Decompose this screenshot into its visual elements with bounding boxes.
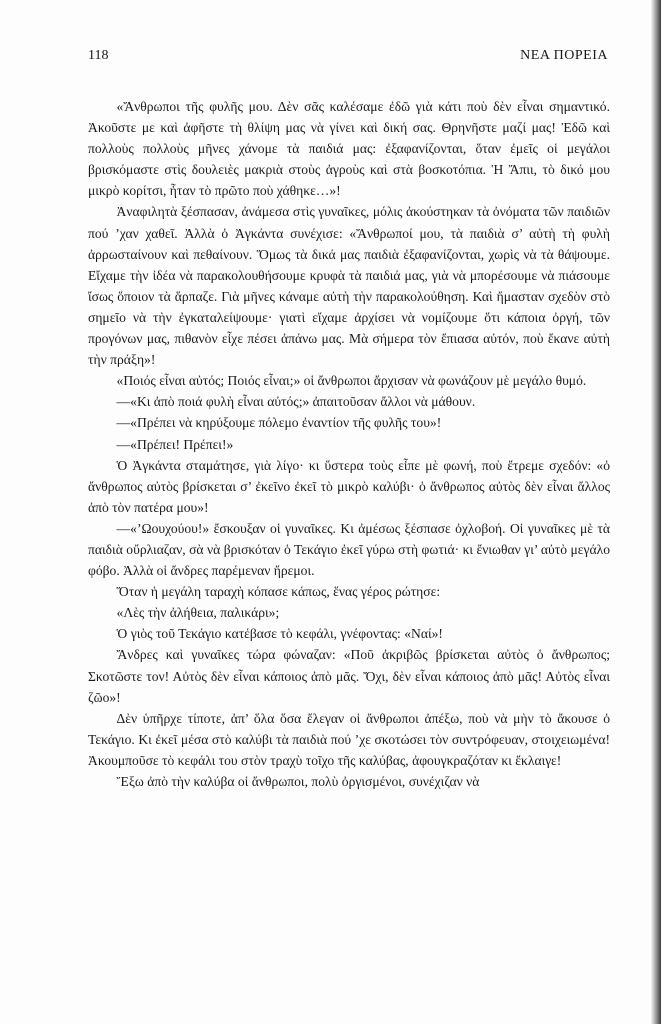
paragraph: Ἔξω ἀπὸ τὴν καλύβα οἱ ἄνθρωποι, πολὺ ὀργισμένοι, συνέχιζαν νὰ (116, 774, 480, 789)
paragraph: Ἀναφιλητὰ ξέσπασαν, ἀνάμεσα στὶς γυναῖκες, μόλις ἀκούστηκαν τὰ ὀνόματα τῶν παιδιῶν πού ’χαν χαθεῖ. Ἀλλὰ ὁ Ἀγκάντα συνέχισε: «Ἄνθρωποί μου, τὰ παιδιὰ σ’ αὐτὴ τὴ φυλὴ ἀρρωσταίνουν καὶ πεθαίνουν. Ὅμως τὰ δικά μας παιδιὰ ἐξαφανίζονται, χωρὶς νὰ τὰ θάψουμε. Εἴχαμε τὴν ἰδέα νὰ παρακολουθήσουμε κρυφὰ τὰ παιδιά μας, γιὰ νὰ μπορέσουμε νὰ πιάσουμε ἴσως ὅποιον τὰ ἅρπαζε. Γιὰ μῆνες κάναμε αὐτὴ τὴν παρακολούθηση. Καὶ ἤμασταν σχεδὸν στὸ σημεῖο νὰ τὴν ἐγκαταλείψουμε· γιατὶ εἴχαμε ἀρχίσει νὰ νομίζουμε ὅτι κάποια ὀργή, τῶν προγόνων μας, πιθανὸν εἶχε πέσει ἀπάνω μας. Μὰ σήμερα τὸν ἔπιασα αὐτόν, ποὺ ἔκανε αὐτὴ τὴν πράξη»! (88, 204, 610, 368)
paragraph: Δὲν ὑπῆρχε τίποτε, ἀπ’ ὅλα ὅσα ἔλεγαν οἱ ἄνθρωποι ἀπέξω, ποὺ νὰ μὴν τὸ ἄκουσε ὁ Τεκάγιο. Κι ἐκεῖ μέσα στὸ καλύβι τὰ παιδιὰ πού ’χε σκοτώσει τὸν συντρόφευαν, στοιχειωμένα! Ἀκουμποῦσε τὸ κεφάλι του στὸν τραχὺ τοῖχο τῆς καλύβας, ἀφουγκραζόταν κι ἔκλαιγε! (88, 710, 610, 768)
paragraph: —«Πρέπει! Πρέπει!» (116, 436, 234, 452)
paragraph: —«’Ωουχούου!» ἔσκουξαν οἱ γυναῖκες. Κι ἀμέσως ξέσπασε ὀχλοβοή. Οἱ γυναῖκες μὲ τὰ παιδιὰ οὔρλιαζαν, σὰ νὰ βρισκόταν ὁ Τεκάγιο ἐκεῖ γύρω στὴ φωτιά· κι ἔνιωθαν γι’ αὐτὸ μεγάλο φόβο. Ἀλλὰ οἱ ἄνδρες παρέμεναν ἤρεμοι. (88, 520, 610, 579)
paragraph: Ἄνδρες καὶ γυναῖκες τώρα φώναζαν: «Ποῦ ἀκριβῶς βρίσκεται αὐτὸς ὁ ἄνθρωπος; Σκοτῶστε τον! Αὐτὸς δὲν εἶναι κάποιος ἀπὸ μᾶς. Ὄχι, δὲν εἶναι κάποιος ἀπὸ μᾶς! Αὐτὸς εἶναι ζῶο»! (88, 647, 610, 705)
running-title: ΝΕΑ ΠΟΡΕΙΑ (520, 48, 608, 63)
paragraph: «Ποιός εἶναι αὐτός; Ποιός εἶναι;» οἱ ἄνθρωποι ἄρχισαν νὰ φωνάζουν μὲ μεγάλο θυμό. (116, 373, 587, 389)
paragraph: Ὁ γιὸς τοῦ Τεκάγιο κατέβασε τὸ κεφάλι, γνέφοντας: «Ναί»! (116, 626, 443, 642)
paragraph: —«Πρέπει νὰ κηρύξουμε πόλεμο ἐναντίον τῆς φυλῆς του»! (116, 415, 442, 431)
body-text (88, 96, 610, 792)
paragraph: Ὅταν ἡ μεγάλη ταραχὴ κόπασε κάπως, ἕνας γέρος ρώτησε: (116, 584, 441, 600)
page-number: 118 (88, 48, 109, 63)
page-header (88, 48, 608, 68)
paragraph: «Λὲς τὴν ἀλήθεια, παλικάρι»; (116, 605, 280, 621)
paragraph: Ὁ Ἀγκάντα σταμάτησε, γιὰ λίγο· κι ὕστερα τοὺς εἶπε μὲ φωνή, ποὺ ἔτρεμε σχεδόν: «ὁ ἄνθρωπος αὐτὸς βρίσκεται σ’ ἐκεῖνο ἐκεῖ τὸ μικρὸ καλύβι· ὁ ἄνθρωπος αὐτὸς δὲν εἶναι ἄλλος ἀπὸ τὸν πατέρα μου»! (88, 457, 610, 515)
paragraph: —«Κι ἀπὸ ποιά φυλὴ εἶναι αὐτός;» ἀπαιτοῦσαν ἄλλοι νὰ μάθουν. (116, 394, 476, 410)
paragraph: «Ἄνθρωποι τῆς φυλῆς μου. Δὲν σᾶς καλέσαμε ἐδῶ γιὰ κάτι ποὺ δὲν εἶναι σημαντικό. Ἀκοῦστε με καὶ ἀφῆστε τὴ θλίψη μας νὰ γίνει καὶ δική σας. Θρηνῆστε μαζί μας! Ἐδῶ καὶ πολλοὺς πολλοὺς μῆνες χάνομε τὰ παιδιά μας: ἐξαφανίζονται, ὅταν ἐμεῖς οἱ μεγάλοι βρισκόμαστε στὶς δουλειὲς μακριὰ στοὺς ἀγροὺς καὶ στὰ βοσκοτόπια. Ἡ Ἄπιι, τὸ δικό μου μικρὸ κορίτσι, ἦταν τὸ πρῶτο ποὺ χάθηκε…»! (88, 99, 610, 199)
page-edge-shadow (651, 0, 661, 1024)
